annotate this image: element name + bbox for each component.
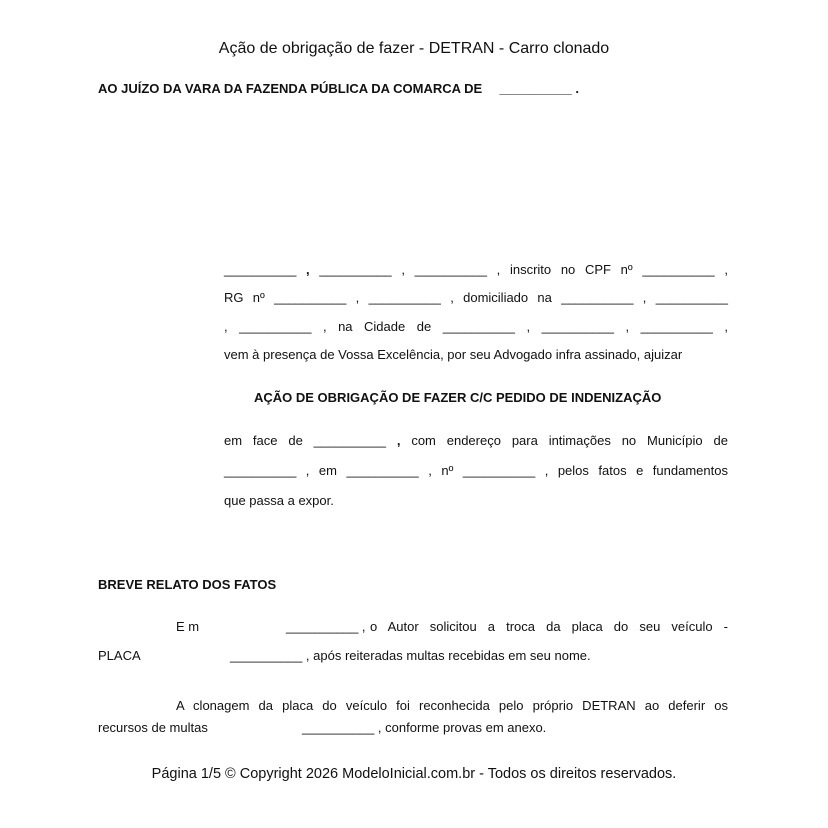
addressee-blank: __________ — [499, 81, 572, 96]
blank-field: __________ — [642, 262, 715, 277]
cpf-label: inscrito no CPF nº — [509, 262, 633, 277]
blank-field: __________ — [302, 720, 375, 735]
blank-field: __________ — [541, 319, 614, 334]
blank-field: __________ — [442, 319, 516, 334]
defendant-line-1: em face de __________ , com endereço para intimações no Município de — [224, 433, 728, 448]
party-line-2: RG nº __________ , __________ , domiciliado na __________ , __________ — [224, 290, 729, 305]
plate-label: PLACA — [98, 648, 141, 663]
facts-p2-end: conforme provas em anexo. — [385, 720, 547, 735]
facts-p2-line-1: A clonagem da placa do veículo foi reconhecida pelo próprio DETRAN ao deferir os — [176, 698, 728, 713]
addressee-text: AO JUÍZO DA VARA DA FAZENDA PÚBLICA DA COMARCA DE — [98, 81, 483, 96]
blank-field: __________ — [224, 463, 297, 478]
blank-field: __________ — [462, 463, 536, 478]
page-footer: Página 1/5 © Copyright 2026 ModeloInicial.com.br - Todos os direitos reservados. — [151, 766, 677, 782]
blank-field: __________ — [286, 619, 359, 634]
addressee-end: . — [575, 81, 580, 96]
defendant-line-2: __________ , em __________ , nº __________ , pelos fatos e fundamentos — [224, 463, 728, 478]
blank-field: __________ — [346, 463, 419, 478]
blank-field: __________ — [319, 262, 392, 277]
blank-field: __________ — [274, 290, 347, 305]
blank-field: __________ — [655, 290, 729, 305]
address-text: com endereço para intimações no Município de — [411, 433, 728, 448]
facts-p1-start: E m — [176, 619, 200, 634]
blank-field: __________ — [561, 290, 634, 305]
facts-p1-end: após reiteradas multas recebidas em seu nome. — [313, 648, 591, 663]
blank-field: __________ — [640, 319, 713, 334]
domicile-label: domiciliado na — [463, 290, 552, 305]
party-line-3: , __________ , na Cidade de __________ , __________ , __________ , — [224, 319, 729, 334]
number-label: nº — [441, 463, 454, 478]
blank-field: __________ — [239, 319, 312, 334]
blank-field: __________ — [368, 290, 441, 305]
facts-p1-text: o Autor solicitou a troca da placa do seu veículo - — [370, 619, 728, 634]
city-label: na Cidade de — [338, 319, 432, 334]
action-title: AÇÃO DE OBRIGAÇÃO DE FAZER C/C PEDIDO DE INDENIZAÇÃO — [254, 390, 662, 405]
facts-heading: BREVE RELATO DOS FATOS — [98, 577, 277, 592]
party-line-4: vem à presença de Vossa Excelência, por seu Advogado infra assinado, ajuizar — [224, 347, 683, 362]
blank-field: __________ — [230, 648, 303, 663]
blank-field: __________ — [414, 262, 487, 277]
facts-p1-line-2: PLACA __________ , após reiteradas multas recebidas em seu nome. — [98, 648, 591, 663]
blank-field: __________ — [313, 433, 386, 448]
rg-label: RG nº — [224, 290, 265, 305]
facts-p2-line-2: recursos de multas __________ , conforme provas em anexo. — [98, 720, 547, 735]
addressee-line — [98, 81, 579, 96]
defendant-line-3: que passa a expor. — [224, 493, 334, 508]
in-label: em — [318, 463, 337, 478]
facts-p1-line-1: E m __________ , o Autor solicitou a troca da placa do seu veículo - — [176, 619, 728, 634]
facts-text: pelos fatos e fundamentos — [557, 463, 728, 478]
face-of-label: em face de — [224, 433, 303, 448]
blank-field: __________ — [224, 262, 297, 277]
document-title: Ação de obrigação de fazer - DETRAN - Carro clonado — [218, 40, 610, 57]
party-line-1: __________ , __________ , __________ , inscrito no CPF nº __________ , — [224, 262, 728, 277]
facts-p2-start: recursos de multas — [98, 720, 208, 735]
